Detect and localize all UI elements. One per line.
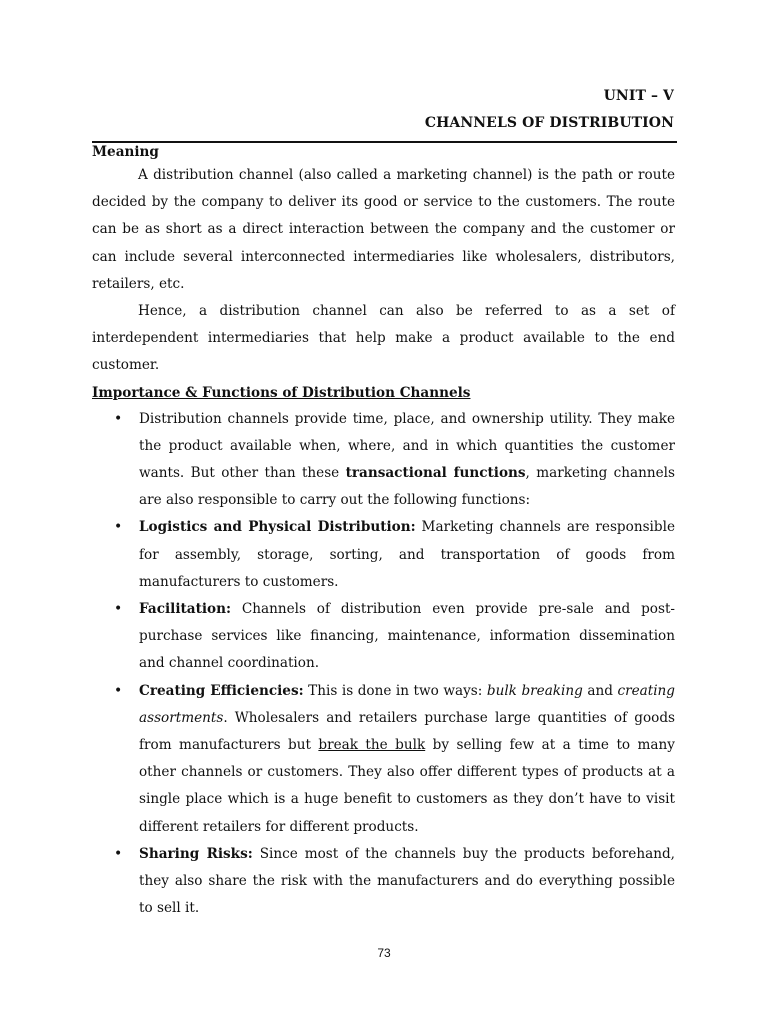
list-item bbox=[92, 514, 675, 596]
bullet-icon: • bbox=[114, 519, 123, 536]
list-item bbox=[92, 406, 675, 515]
item-title: Logistics and Physical Distribution: bbox=[139, 519, 416, 536]
functions-list bbox=[92, 406, 675, 923]
main-content bbox=[92, 143, 675, 922]
item-text: by selling few at a time to many other channels or customers. They also offer different types of products at a single place which is a huge benefit to customers as they don’t have to visit different retailers for different products. bbox=[139, 737, 675, 835]
list-item bbox=[92, 678, 675, 841]
item-text: , marketing channels are also responsible to carry out the following functions: bbox=[139, 465, 675, 509]
unit-heading: UNIT – V bbox=[603, 88, 674, 104]
item-text: and bbox=[582, 682, 618, 699]
item-text: . Wholesalers and retailers purchase large quantities of goods from manufacturers but bbox=[139, 709, 675, 754]
importance-heading: Importance & Functions of Distribution Channels bbox=[92, 384, 471, 401]
meaning-heading: Meaning bbox=[92, 144, 159, 160]
chapter-title: CHANNELS OF DISTRIBUTION bbox=[424, 115, 674, 131]
page-number: 73 bbox=[377, 946, 391, 960]
item-text: Since most of the channels buy the products beforehand, they also share the risk with the manufacturers and do everything possible to sell it. bbox=[139, 845, 675, 917]
bullet-icon: • bbox=[114, 845, 123, 862]
item-title: Facilitation: bbox=[139, 601, 231, 618]
meaning-paragraph-1: A distribution channel (also called a marketing channel) is the path or route decided by the company to deliver its good or service to the customers. The route can be as short as a direct interaction between the company and the customer or can include several interconnected intermediaries like wholesalers, distributors, retailers, etc. bbox=[92, 167, 675, 292]
bullet-icon: • bbox=[114, 682, 123, 699]
item-underlined-term: break the bulk bbox=[318, 737, 426, 754]
item-text: Distribution channels provide time, place, and ownership utility. They make the product available when, where, and in which quantities the customer wants. But other than these bbox=[139, 410, 675, 482]
bullet-icon: • bbox=[114, 601, 123, 618]
item-text: Channels of distribution even provide pre-sale and post-purchase services like financing, maintenance, information dissemination and channel coordination. bbox=[139, 601, 675, 672]
item-title: Creating Efficiencies: bbox=[139, 682, 304, 699]
meaning-paragraph-2: Hence, a distribution channel can also be referred to as a set of interdependent intermediaries that help make a product available to the end customer. bbox=[92, 303, 675, 374]
item-text: This is done in two ways: bbox=[303, 682, 487, 699]
list-item bbox=[92, 841, 675, 923]
list-item bbox=[92, 596, 675, 678]
item-title: Sharing Risks: bbox=[139, 845, 253, 862]
item-text: Marketing channels are responsible for assembly, storage, sorting, and transportation of goods from manufacturers to customers. bbox=[139, 519, 675, 590]
item-italic-term: bulk breaking bbox=[486, 682, 583, 699]
item-bold-term: transactional functions bbox=[345, 465, 526, 482]
bullet-icon: • bbox=[114, 410, 123, 427]
item-italic-term: creating assortments bbox=[139, 682, 675, 726]
